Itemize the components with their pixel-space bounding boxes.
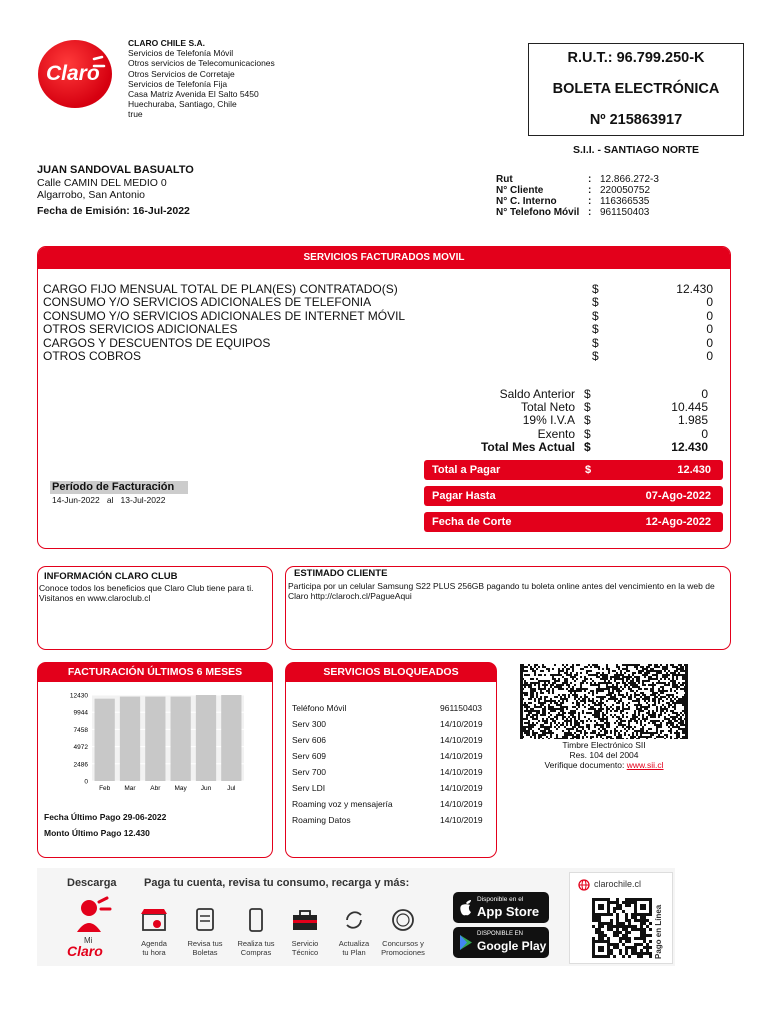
total-label: Total Mes Actual (480, 439, 575, 454)
app-store-main: App Store (477, 904, 540, 919)
qr-code (592, 898, 652, 958)
claro-club-title: INFORMACIÓN CLARO CLUB (44, 571, 178, 582)
rut-box (528, 43, 744, 136)
company-name: CLARO CHILE S.A. (128, 38, 205, 48)
blocked-list (292, 703, 492, 831)
refresh-icon (329, 906, 379, 934)
periodo-from: 14-Jun-2022 (52, 495, 100, 505)
id-row (496, 185, 659, 196)
history-box (37, 662, 273, 858)
service-value: 0 (706, 322, 713, 337)
blocked-row (292, 783, 492, 799)
id-key: Rut (496, 174, 513, 185)
feature-agenda[interactable] (129, 906, 179, 957)
customer-address-2: Algarrobo, San Antonio (37, 189, 145, 201)
fecha-ultimo-pago: Fecha Último Pago 29-06-2022 (44, 812, 167, 822)
service-value: 0 (706, 348, 713, 363)
id-key: N° C. Interno (496, 196, 557, 207)
pay-value: 12-Ago-2022 (645, 516, 711, 528)
total-label: Total Neto (520, 400, 575, 415)
service-value: 0 (706, 295, 713, 310)
company-info (128, 38, 275, 120)
site-url: clarochile.cl (594, 879, 642, 889)
periodo-label: Período de Facturación (50, 481, 188, 494)
monto-ultimo-pago: Monto Último Pago 12.430 (44, 828, 150, 838)
google-play-icon (459, 934, 473, 951)
blocked-date: 14/10/2019 (440, 815, 483, 825)
total-value: 12.430 (671, 439, 708, 454)
id-row (496, 196, 659, 207)
blocked-date: 14/10/2019 (440, 783, 483, 793)
customer-block (37, 164, 194, 217)
bar-abr (145, 697, 165, 781)
id-colon: : (588, 196, 592, 207)
x-tick-label: Jul (227, 785, 236, 792)
bar-may (171, 697, 191, 781)
timbre-line-1: Timbre Electrónico SII (562, 740, 646, 750)
id-key: N° Telefono Móvil (496, 207, 580, 218)
blocked-date: 14/10/2019 (440, 751, 483, 761)
estimado-cliente-box (285, 566, 731, 650)
feature-boletas[interactable] (180, 906, 230, 957)
service-row (43, 283, 713, 296)
pay-label: Fecha de Corte (432, 516, 512, 528)
pagar-hasta (424, 486, 723, 506)
company-line: Huechuraba, Santiago, Chile (128, 99, 237, 110)
id-colon: : (588, 174, 592, 185)
currency-sign: $ (584, 439, 591, 454)
billing-chart (58, 691, 248, 801)
x-tick-label: Mar (124, 785, 136, 792)
service-row (43, 323, 713, 336)
blocked-row (292, 719, 492, 735)
app-store-top: Disponible en el (477, 896, 524, 903)
feature-tecnico[interactable] (280, 906, 330, 957)
totals-list (438, 388, 708, 454)
service-label: CONSUMO Y/O SERVICIOS ADICIONALES DE TELEFONIA (43, 295, 372, 310)
periodo-to: 13-Jul-2022 (120, 495, 166, 505)
service-label: OTROS COBROS (43, 348, 142, 363)
company-line: Otros Servicios de Corretaje (128, 68, 235, 79)
claro-club-box (37, 566, 273, 650)
total-a-pagar (424, 460, 723, 480)
id-value: 220050752 (600, 185, 651, 196)
currency-sign: $ (584, 413, 591, 428)
currency-sign: $ (592, 322, 599, 337)
timbre-barcode (520, 664, 688, 739)
service-value: 0 (706, 335, 713, 350)
banner-headline: Paga tu cuenta, revisa tu consumo, recarga y más: (144, 877, 410, 889)
blocked-row (292, 799, 492, 815)
company-line: Otros servicios de Telecomunicaciones (128, 58, 275, 69)
total-value: 0 (701, 426, 708, 441)
blocked-date: 14/10/2019 (440, 767, 483, 777)
id-value: 961150403 (600, 207, 650, 218)
total-row (438, 428, 708, 441)
blocked-date: 14/10/2019 (440, 719, 483, 729)
total-value: 0 (701, 387, 708, 401)
blocked-date: 14/10/2019 (440, 799, 483, 809)
y-tick-label: 2486 (73, 761, 88, 769)
blocked-row (292, 815, 492, 831)
service-value: 12.430 (676, 282, 713, 296)
blocked-service: Serv 700 (292, 767, 327, 777)
currency-sign: $ (584, 387, 591, 401)
y-tick-label: 9944 (73, 709, 88, 717)
y-tick-label: 4972 (73, 744, 88, 752)
id-value: 116366535 (600, 196, 650, 207)
company-line: true (128, 109, 143, 120)
phone-icon (231, 906, 281, 934)
pago-en-linea-card[interactable] (569, 872, 673, 964)
currency-sign: $ (592, 308, 599, 323)
blocked-row (292, 767, 492, 783)
account-ids (496, 174, 659, 218)
apple-icon (459, 899, 473, 916)
feature-promociones[interactable] (378, 906, 428, 957)
globe-icon (578, 879, 590, 891)
blocked-date: 961150403 (440, 703, 482, 713)
doc-number: Nº 215863917 (589, 112, 683, 128)
currency-sign: $ (592, 348, 599, 363)
company-line: Casa Matriz Avenida El Salto 5450 (128, 89, 259, 100)
service-label: CONSUMO Y/O SERVICIOS ADICIONALES DE INTERNET MÓVIL (43, 308, 406, 323)
fecha-emision: Fecha de Emisión: 16-Jul-2022 (37, 204, 190, 217)
y-tick-label: 0 (84, 778, 88, 786)
doc-type: BOLETA ELECTRÓNICA (552, 81, 720, 97)
app-banner (37, 868, 675, 966)
sii-office: S.I.I. - SANTIAGO NORTE (572, 144, 699, 156)
bar-jun (196, 695, 216, 781)
mi-label: Mi (84, 936, 93, 945)
blocked-service: Serv 300 (292, 719, 327, 729)
currency-sign: $ (584, 426, 591, 441)
bar-feb (95, 699, 115, 781)
feature-plan[interactable] (329, 906, 379, 957)
timbre-text (520, 740, 688, 770)
pay-value: 12.430 (677, 464, 711, 476)
blocked-row (292, 735, 492, 751)
id-row (496, 207, 659, 218)
timbre-line-2: Res. 104 del 2004 (569, 750, 639, 760)
blocked-service: Roaming voz y mensajería (292, 799, 393, 809)
currency-sign: $ (585, 464, 592, 476)
pago-en-linea-label: Pago en Línea (654, 904, 663, 959)
badge-icon (378, 906, 428, 934)
blocked-title: SERVICIOS BLOQUEADOS (286, 663, 496, 682)
blocked-row (292, 703, 492, 719)
company-line: Servicios de Telefonía Fija (128, 78, 228, 89)
pay-label: Total a Pagar (432, 464, 501, 476)
blocked-service: Serv 609 (292, 751, 327, 761)
blocked-date: 14/10/2019 (440, 735, 483, 745)
service-row (43, 337, 713, 350)
toolbox-icon (280, 906, 330, 934)
app-store-button[interactable] (453, 892, 549, 923)
pay-label: Pagar Hasta (432, 490, 496, 502)
bar-jul (221, 695, 241, 781)
feature-label: Agenda tu hora (141, 939, 167, 957)
service-label: CARGOS Y DESCUENTOS DE EQUIPOS (43, 335, 271, 350)
blocked-service: Serv LDI (292, 783, 326, 793)
blocked-service: Roaming Datos (292, 815, 351, 825)
y-tick-label: 12430 (69, 692, 88, 700)
total-label: Saldo Anterior (499, 387, 575, 401)
customer-address-1: Calle CAMIN DEL MEDIO 0 (37, 176, 167, 189)
descarga-label: Descarga (67, 877, 117, 889)
fecha-corte (424, 512, 723, 532)
id-value: 12.866.272-3 (600, 174, 659, 185)
estimado-title: ESTIMADO CLIENTE (294, 568, 388, 579)
feature-label: Concursos y Promociones (381, 939, 425, 957)
google-play-main: Google Play (477, 939, 547, 953)
x-tick-label: Jun (200, 785, 212, 792)
google-play-button[interactable] (453, 927, 549, 958)
feature-compras[interactable] (231, 906, 281, 957)
service-label: CARGO FIJO MENSUAL TOTAL DE PLAN(ES) CONTRATADO(S) (43, 282, 398, 296)
total-value: 10.445 (671, 400, 708, 415)
y-tick-label: 7458 (73, 726, 88, 734)
feature-label: Realiza tus Compras (237, 939, 275, 957)
company-line: Servicios de Telefonía Móvil (128, 48, 234, 59)
periodo-al: al (106, 495, 114, 505)
bar-mar (120, 697, 140, 781)
service-row (43, 296, 713, 309)
currency-sign: $ (584, 400, 591, 415)
service-row (43, 350, 713, 363)
service-row (43, 310, 713, 323)
claro-logo-mark-icon (91, 55, 107, 77)
service-label: OTROS SERVICIOS ADICIONALES (43, 322, 238, 337)
feature-label: Actualiza tu Plan (338, 939, 370, 957)
feature-label: Revisa tus Boletas (187, 939, 223, 957)
timbre-line-3: Verifique documento: (544, 760, 625, 770)
x-tick-label: Feb (99, 785, 111, 792)
customer-name: JUAN SANDOVAL BASUALTO (37, 164, 194, 176)
claro-app-label: Claro (67, 943, 103, 959)
service-value: 0 (706, 308, 713, 323)
mi-claro-person-icon (73, 892, 113, 936)
feature-label: Servicio Técnico (291, 939, 319, 957)
id-row (496, 174, 659, 185)
total-label: Exento (537, 426, 575, 441)
store-icon (129, 906, 179, 934)
claro-club-text: Conoce todos los beneficios que Claro Club tiene para ti. Visitanos en www.claroclub.cl (39, 583, 254, 603)
claro-logo-text: Claro (46, 62, 100, 85)
document-icon (180, 906, 230, 934)
estimado-text: Participa por un celular Samsung S22 PLUS 256GB pagando tu boleta online antes del vencimiento en la web de Claro http://claroch.cl/PagueAqui (288, 581, 715, 601)
periodo-dates (52, 495, 165, 505)
total-row (438, 414, 708, 427)
blocked-service: Teléfono Móvil (292, 703, 347, 713)
services-panel (37, 246, 731, 549)
google-play-top: DISPONIBLE EN (477, 931, 524, 937)
id-colon: : (588, 185, 592, 196)
id-key: N° Cliente (496, 185, 544, 196)
history-title: FACTURACIÓN ÚLTIMOS 6 MESES (38, 663, 272, 682)
total-label: 19% I.V.A (522, 413, 575, 428)
total-value: 1.985 (677, 413, 708, 428)
x-tick-label: May (174, 785, 187, 792)
currency-sign: $ (592, 335, 599, 350)
services-list (43, 283, 713, 363)
x-tick-label: Abr (150, 785, 161, 792)
total-row (438, 441, 708, 454)
blocked-services-box (285, 662, 497, 858)
sii-link[interactable]: www.sii.cl (626, 760, 664, 770)
id-colon: : (588, 207, 592, 218)
services-title: SERVICIOS FACTURADOS MOVIL (38, 247, 730, 269)
currency-sign: $ (592, 295, 599, 310)
rut-number: R.U.T.: 96.799.250-K (567, 50, 705, 66)
pay-value: 07-Ago-2022 (645, 490, 711, 502)
currency-sign: $ (592, 282, 599, 296)
blocked-service: Serv 606 (292, 735, 327, 745)
blocked-row (292, 751, 492, 767)
